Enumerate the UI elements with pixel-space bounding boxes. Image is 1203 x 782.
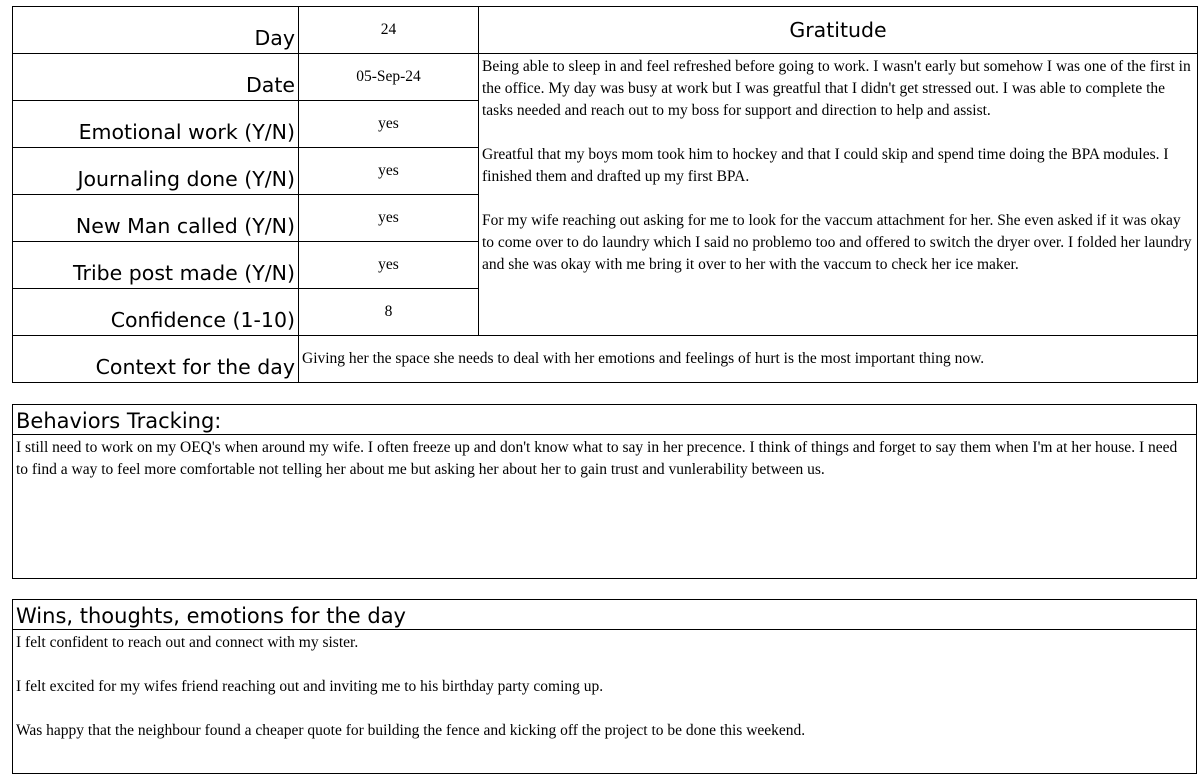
date-label: Date	[13, 54, 299, 101]
wins-paragraph: I felt excited for my wifes friend reaching out and inviting me to his birthday party coming up.	[16, 678, 604, 695]
wins-paragraph: I felt confident to reach out and connect with my sister.	[16, 634, 359, 651]
gratitude-paragraph: Being able to sleep in and feel refreshed before going to work. I wasn't early but somehow I was one of the first in the office. My day was busy at work but I was greatful that I didn't get stressed out. I was able to complete the tasks needed and reach out to my boss for support and direction to help and assist.	[482, 58, 1191, 119]
row-day	[13, 7, 1198, 54]
gratitude-paragraph: For my wife reaching out asking for me to look for the vaccum attachment for her. She even asked if it was okay to come over to do laundry which I said no problemo too and offered to switch the dryer over. I folded her laundry and she was okay with me bring it over to her with the vaccum to check her ice maker.	[482, 212, 1192, 273]
emotional-work-value[interactable]: yes	[299, 101, 479, 148]
row-context	[13, 336, 1198, 383]
gratitude-paragraph: Greatful that my boys mom took him to hockey and that I could skip and spend time doing the BPA modules. I finished them and drafted up my first BPA.	[482, 146, 1169, 185]
gratitude-heading: Gratitude	[479, 7, 1198, 54]
new-man-called-value[interactable]: yes	[299, 195, 479, 242]
wins-heading: Wins, thoughts, emotions for the day	[13, 600, 1196, 630]
confidence-label: Confidence (1-10)	[13, 289, 299, 336]
behaviors-section	[12, 404, 1197, 579]
behaviors-heading: Behaviors Tracking:	[13, 405, 1196, 435]
tribe-post-value[interactable]: yes	[299, 242, 479, 289]
wins-text[interactable]	[13, 630, 1196, 742]
day-label: Day	[13, 7, 299, 54]
row-date	[13, 54, 1198, 101]
date-value[interactable]: 05-Sep-24	[299, 54, 479, 101]
emotional-work-label: Emotional work (Y/N)	[13, 101, 299, 148]
behaviors-paragraph: I still need to work on my OEQ's when around my wife. I often freeze up and don't know what to say in her precence. I think of things and forget to say them when I'm at her house. I need to find a way to feel more comfortable not telling her about me but asking her about her to gain trust and vunlerability between us.	[16, 439, 1178, 478]
context-label: Context for the day	[13, 336, 299, 383]
context-value[interactable]: Giving her the space she needs to deal with her emotions and feelings of hurt is the most important thing now.	[299, 336, 1198, 383]
daily-tracker-table	[12, 6, 1198, 383]
gratitude-text[interactable]	[479, 54, 1198, 336]
behaviors-text[interactable]	[13, 435, 1196, 481]
new-man-called-label: New Man called (Y/N)	[13, 195, 299, 242]
day-value[interactable]: 24	[299, 7, 479, 54]
wins-section	[12, 599, 1197, 774]
journaling-value[interactable]: yes	[299, 148, 479, 195]
tribe-post-label: Tribe post made (Y/N)	[13, 242, 299, 289]
confidence-value[interactable]: 8	[299, 289, 479, 336]
wins-paragraph: Was happy that the neighbour found a cheaper quote for building the fence and kicking off the project to be done this weekend.	[16, 722, 806, 739]
journaling-label: Journaling done (Y/N)	[13, 148, 299, 195]
